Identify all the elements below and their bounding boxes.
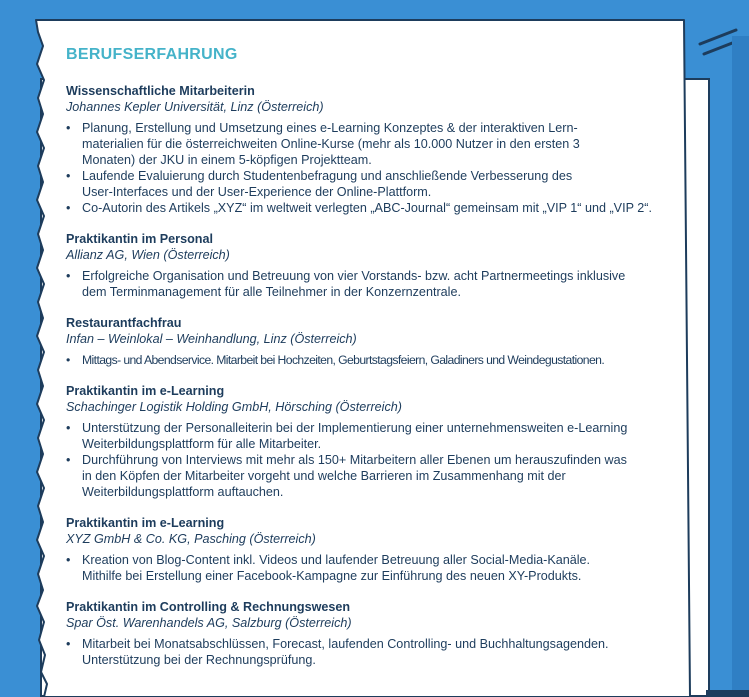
section-title: BERUFSERFAHRUNG — [66, 46, 238, 63]
bullet-icon: • — [66, 353, 70, 367]
experience-entry — [66, 315, 686, 368]
bullet-icon: • — [66, 421, 71, 435]
entries-list — [66, 83, 686, 668]
bullet-text: Erfolgreiche Organisation und Betreuung von vier Vorstands- bzw. acht Partnermeetings inklusive dem Terminmanagement für alle Teilnehmer in der Konzernzentrale. — [82, 269, 626, 299]
experience-entry — [66, 83, 686, 216]
bullet-icon: • — [66, 269, 71, 283]
bullet-icon: • — [66, 169, 71, 183]
company-location: XYZ GmbH & Co. KG, Pasching (Österreich) — [66, 532, 316, 546]
bullet-list — [66, 352, 686, 368]
bullet-text: Unterstützung der Personalleiterin bei der Implementierung einer unternehmensweiten e-Learning Weiterbildungsplattform für alle Mitarbeiter. — [82, 421, 628, 451]
bullet-list — [66, 120, 686, 216]
bullet-icon: • — [66, 553, 71, 567]
company-location: Spar Öst. Warenhandels AG, Salzburg (Österreich) — [66, 616, 352, 630]
list-item — [66, 452, 686, 500]
list-item — [66, 120, 686, 168]
job-title: Praktikantin im Personal — [66, 232, 213, 246]
list-item — [66, 636, 686, 668]
company-location: Schachinger Logistik Holding GmbH, Hörsching (Österreich) — [66, 400, 402, 414]
company-location: Infan – Weinlokal – Weinhandlung, Linz (Österreich) — [66, 332, 357, 346]
experience-entry — [66, 515, 686, 584]
bullet-list — [66, 268, 686, 300]
bullet-text: Co-Autorin des Artikels „XYZ“ im weltweit verlegten „ABC-Journal“ gemeinsam mit „VIP 1“ und „VIP 2“. — [82, 201, 652, 215]
experience-entry — [66, 231, 686, 300]
bullet-list — [66, 552, 686, 584]
bullet-text: Kreation von Blog-Content inkl. Videos und laufender Betreuung aller Social-Media-Kanäle. Mithilfe bei Erstellung einer Facebook-Kampagne zur Einführung des neuen XY-Produkts. — [82, 553, 591, 583]
bullet-text: Laufende Evaluierung durch Studentenbefragung und anschließende Verbesserung des User-Interfaces und der User-Experience der Online-Plattform. — [82, 169, 573, 199]
list-item — [66, 420, 686, 452]
list-item — [66, 200, 686, 216]
company-location: Allianz AG, Wien (Österreich) — [66, 248, 230, 262]
bullet-text: Mitarbeit bei Monatsabschlüssen, Forecast, laufenden Controlling- und Buchhaltungsagenden. Unterstützung bei der Rechnungsprüfung. — [82, 637, 609, 667]
bullet-list — [66, 636, 686, 668]
bullet-text: Planung, Erstellung und Umsetzung eines e-Learning Konzeptes & der interaktiven Lern- materialien für die österreichweiten Online-Kurse (mehr als 10.000 Nutzer in den ersten 3 Monaten) der JKU in einem 5-köpfigen Projektteam. — [82, 121, 580, 167]
bullet-icon: • — [66, 453, 71, 467]
job-title: Praktikantin im Controlling & Rechnungswesen — [66, 600, 351, 614]
bullet-list — [66, 420, 686, 500]
bullet-icon: • — [66, 201, 71, 215]
list-item — [66, 352, 686, 368]
experience-entry — [66, 599, 686, 668]
bullet-icon: • — [66, 637, 71, 651]
bullet-text: Durchführung von Interviews mit mehr als 150+ Mitarbeitern aller Ebenen um herauszufinden was in den Köpfen der Mitarbeiter vorgeht und welche Barrieren im Zusammenhang mit der Weiterbildungsplattform auftauchen. — [82, 453, 627, 499]
job-title: Restaurantfachfrau — [66, 316, 182, 330]
job-title: Wissenschaftliche Mitarbeiterin — [66, 84, 255, 98]
job-title: Praktikantin im e-Learning — [66, 384, 225, 398]
list-item — [66, 552, 686, 584]
bullet-text: Mittags- und Abendservice. Mitarbeit bei Hochzeiten, Geburtstagsfeiern, Galadiners und Weindegustationen. — [82, 353, 605, 367]
experience-section — [66, 46, 686, 683]
list-item — [66, 168, 686, 200]
experience-entry — [66, 383, 686, 500]
company-location: Johannes Kepler Universität, Linz (Österreich) — [66, 100, 324, 114]
list-item — [66, 268, 686, 300]
bullet-icon: • — [66, 121, 71, 135]
job-title: Praktikantin im e-Learning — [66, 516, 225, 530]
